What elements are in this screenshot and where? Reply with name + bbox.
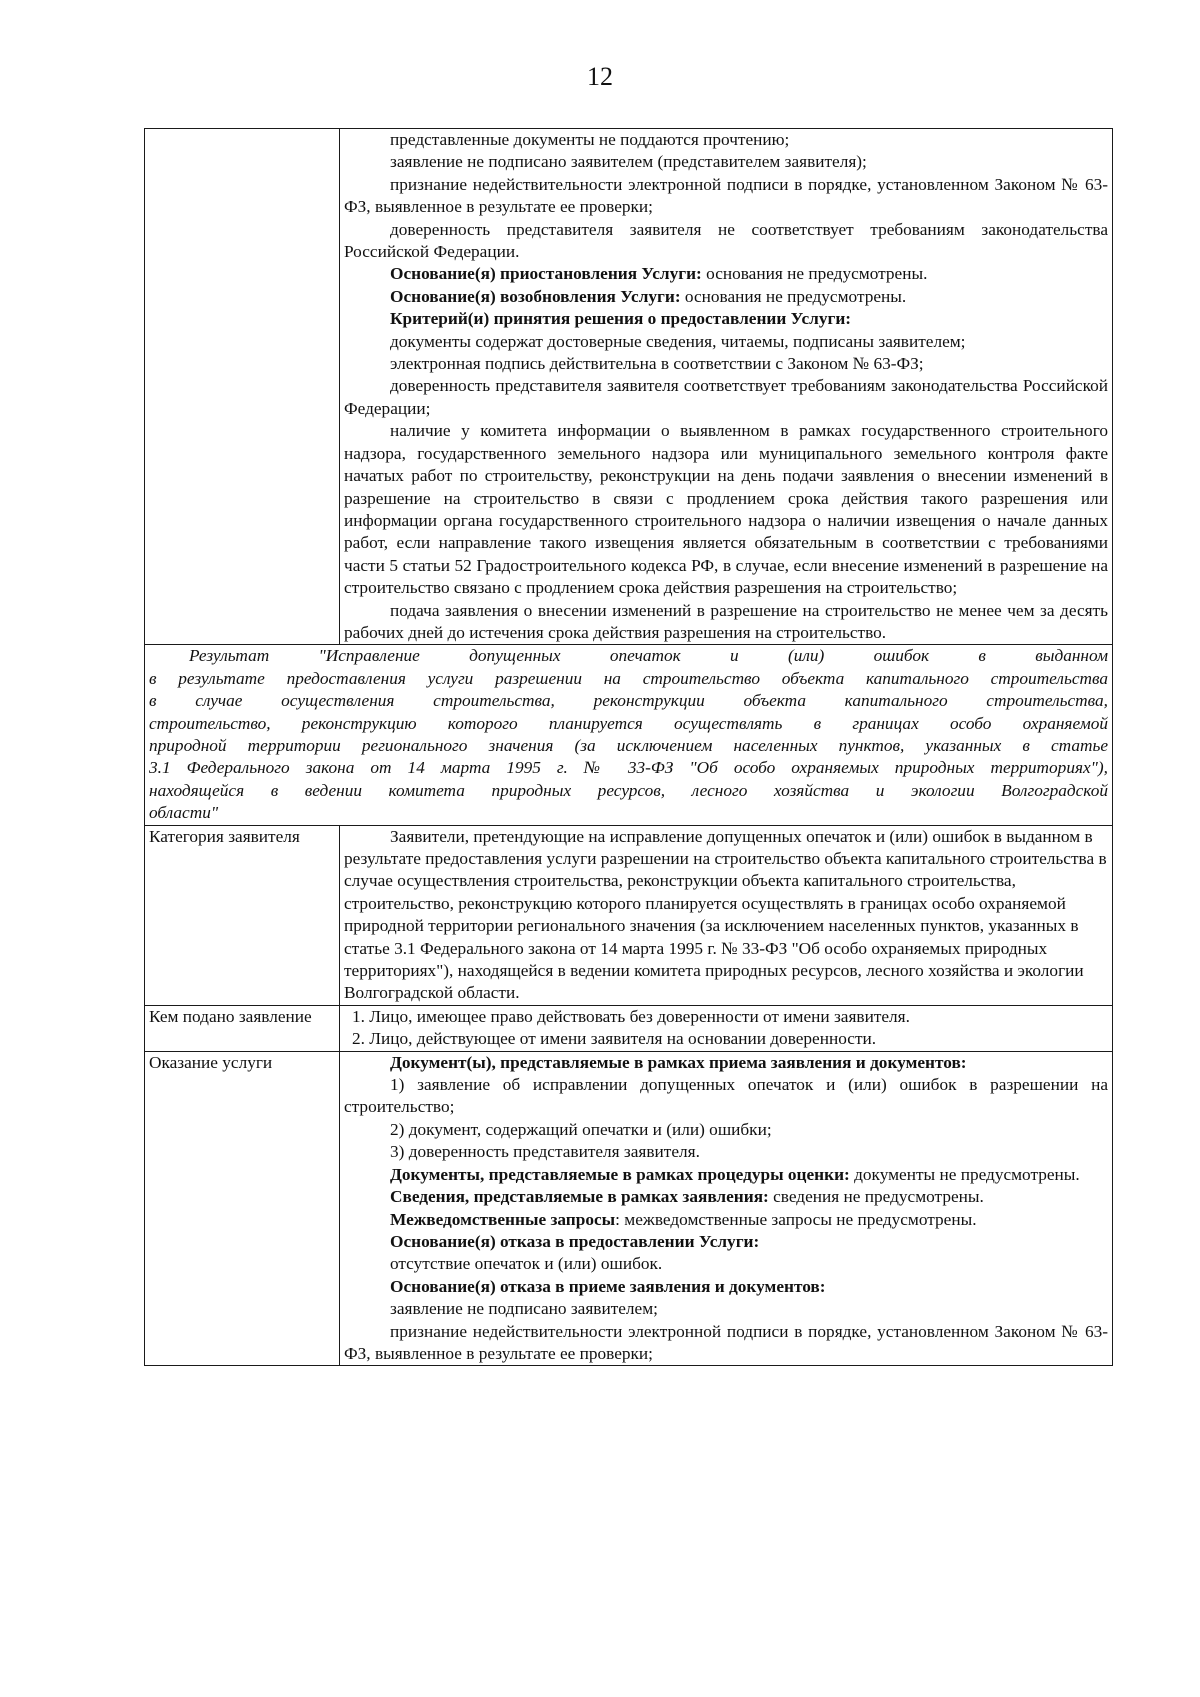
table-row-service — [145, 1051, 1113, 1366]
table-row-submitted-by — [145, 1005, 1113, 1051]
criteria-item: электронная подпись действительна в соответствии с Законом № 63-ФЗ; — [390, 354, 924, 374]
criteria-item: наличие у комитета информации о выявленном в рамках государственного строительного надзора, государственного земельного надзора или муниципального земельного контроля факте начатых работ по строительству, реконструкции на день подачи заявления о внесении изменений в разрешение на строительство в связи с продлением срока действия такого разрешения или информации органа государственного строительного надзора о наличии извещения о начале данных работ, если направление такого извещения является обязательным в соответствии с требованиями части 5 статьи 52 Градостроительного кодекса РФ, в случае, если внесение изменений в разрешение на строительство связано с продлением срока действия разрешения на строительство; — [344, 421, 1108, 598]
result-line: находящейся в ведении комитета природных ресурсов, лесного хозяйства и экологии Волгоградской — [149, 780, 1108, 800]
result-line: области" — [149, 803, 219, 823]
criteria-label: Критерий(и) принятия решения о предоставлении Услуги: — [390, 309, 852, 329]
result-line: Результат "Исправление допущенных опечаток и (или) ошибок в выданном — [189, 646, 1108, 666]
resumption-paragraph — [344, 286, 1108, 308]
suspension-paragraph — [344, 263, 1108, 285]
refusal-item: отсутствие опечаток и (или) ошибок. — [390, 1254, 663, 1274]
info-label: Сведения, представляемые в рамках заявления: — [390, 1187, 769, 1207]
list-item: 2. Лицо, действующее от имени заявителя на основании доверенности. — [352, 1029, 877, 1049]
submitted-by-label: Кем подано заявление — [145, 1005, 340, 1051]
doc-item: 1) заявление об исправлении допущенных опечаток и (или) ошибок в разрешении на строительство; — [344, 1075, 1108, 1117]
criteria-item: подача заявления о внесении изменений в разрешение на строительство не менее чем за десять рабочих дней до истечения срока действия разрешения на строительство. — [344, 600, 1108, 642]
info-paragraph — [344, 1186, 1108, 1208]
paragraph: заявление не подписано заявителем (представителем заявителя); — [390, 152, 867, 172]
submitted-by-list — [344, 1006, 1108, 1051]
resumption-text: основания не предусмотрены. — [680, 286, 907, 306]
table-row-category — [145, 825, 1113, 1005]
resumption-label: Основание(я) возобновления Услуги: — [390, 286, 681, 306]
criteria-item: документы содержат достоверные сведения, читаемы, подписаны заявителем; — [390, 331, 966, 351]
submitted-by-cell — [340, 1005, 1113, 1051]
paragraph: признание недействительности электронной подписи в порядке, установленном Законом № 63-ФЗ, выявленное в результате ее проверки; — [344, 174, 1108, 217]
service-cell — [340, 1051, 1113, 1366]
eval-text: документы не предусмотрены. — [849, 1164, 1080, 1184]
docs-label: Документ(ы), представляемые в рамках приема заявления и документов: — [390, 1052, 967, 1072]
result-heading — [145, 645, 1113, 825]
suspension-label: Основание(я) приостановления Услуги: — [390, 264, 702, 284]
result-line: природной территории регионального значения (за исключением населенных пунктов, указанных в статье — [149, 735, 1108, 755]
result-line: 3.1 Федерального закона от 14 марта 1995 г. № 33-ФЗ "Об особо охраняемых природных территориях"), — [149, 758, 1108, 778]
eval-label: Документы, представляемые в рамках процедуры оценки: — [390, 1164, 850, 1184]
page-number: 12 — [587, 62, 613, 91]
requests-paragraph — [344, 1209, 1108, 1231]
service-label: Оказание услуги — [145, 1051, 340, 1366]
result-line: в случае осуществления строительства, реконструкции объекта капитального строительства, — [149, 691, 1108, 711]
criteria-item: доверенность представителя заявителя соответствует требованиям законодательства Российской Федерации; — [344, 376, 1108, 418]
doc-item: 3) доверенность представителя заявителя. — [390, 1142, 700, 1162]
suspension-text: основания не предусмотрены. — [701, 264, 928, 284]
info-text: сведения не предусмотрены. — [768, 1187, 984, 1207]
paragraph: доверенность представителя заявителя не соответствует требованиям законодательства Российской Федерации. — [344, 219, 1108, 262]
requests-text: : межведомственные запросы не предусмотрены. — [615, 1209, 977, 1229]
doc-item: 2) документ, содержащий опечатки и (или) ошибки; — [390, 1119, 772, 1139]
requests-label: Межведомственные запросы — [390, 1209, 616, 1229]
refusal-label: Основание(я) отказа в предоставлении Услуги: — [390, 1231, 760, 1251]
reception-refusal-item: признание недействительности электронной подписи в порядке, установленном Законом № 63-ФЗ, выявленное в результате ее проверки; — [344, 1321, 1108, 1363]
list-item: 1. Лицо, имеющее право действовать без доверенности от имени заявителя. — [352, 1006, 910, 1026]
category-text: Заявители, претендующие на исправление допущенных опечаток и (или) ошибок в выданном в результате предоставления услуги разрешении на строительство объекта капитального строительства в случае осуществления строительства, реконструкции объекта капитального строительства, строительство, реконструкцию которого планируется осуществлять в границах особо охраняемой природной территории регионального значения (за исключением населенных пунктов, указанных в статье 3.1 Федерального закона от 14 марта 1995 г. № 33-ФЗ "Об особо охраняемых природных территориях"), находящейся в ведении комитета природных ресурсов, лесного хозяйства и экологии Волгоградской области. — [344, 826, 1107, 1003]
eval-paragraph — [344, 1164, 1108, 1186]
category-label: Категория заявителя — [145, 825, 340, 1005]
empty-label-cell — [145, 129, 340, 645]
paragraph: представленные документы не поддаются прочтению; — [390, 130, 790, 149]
category-cell — [340, 825, 1113, 1005]
reception-refusal-item: заявление не подписано заявителем; — [390, 1299, 658, 1319]
reception-refusal-label: Основание(я) отказа в приеме заявления и документов: — [390, 1276, 826, 1296]
table-row-continuation — [145, 129, 1113, 645]
result-line: в результате предоставления услуги разрешении на строительство объекта капитального строительства — [149, 668, 1108, 688]
service-table — [144, 128, 1113, 1366]
table-row-result — [145, 645, 1113, 825]
content-cell — [340, 129, 1113, 645]
result-line: строительство, реконструкцию которого планируется осуществлять в границах особо охраняемой — [149, 713, 1108, 733]
